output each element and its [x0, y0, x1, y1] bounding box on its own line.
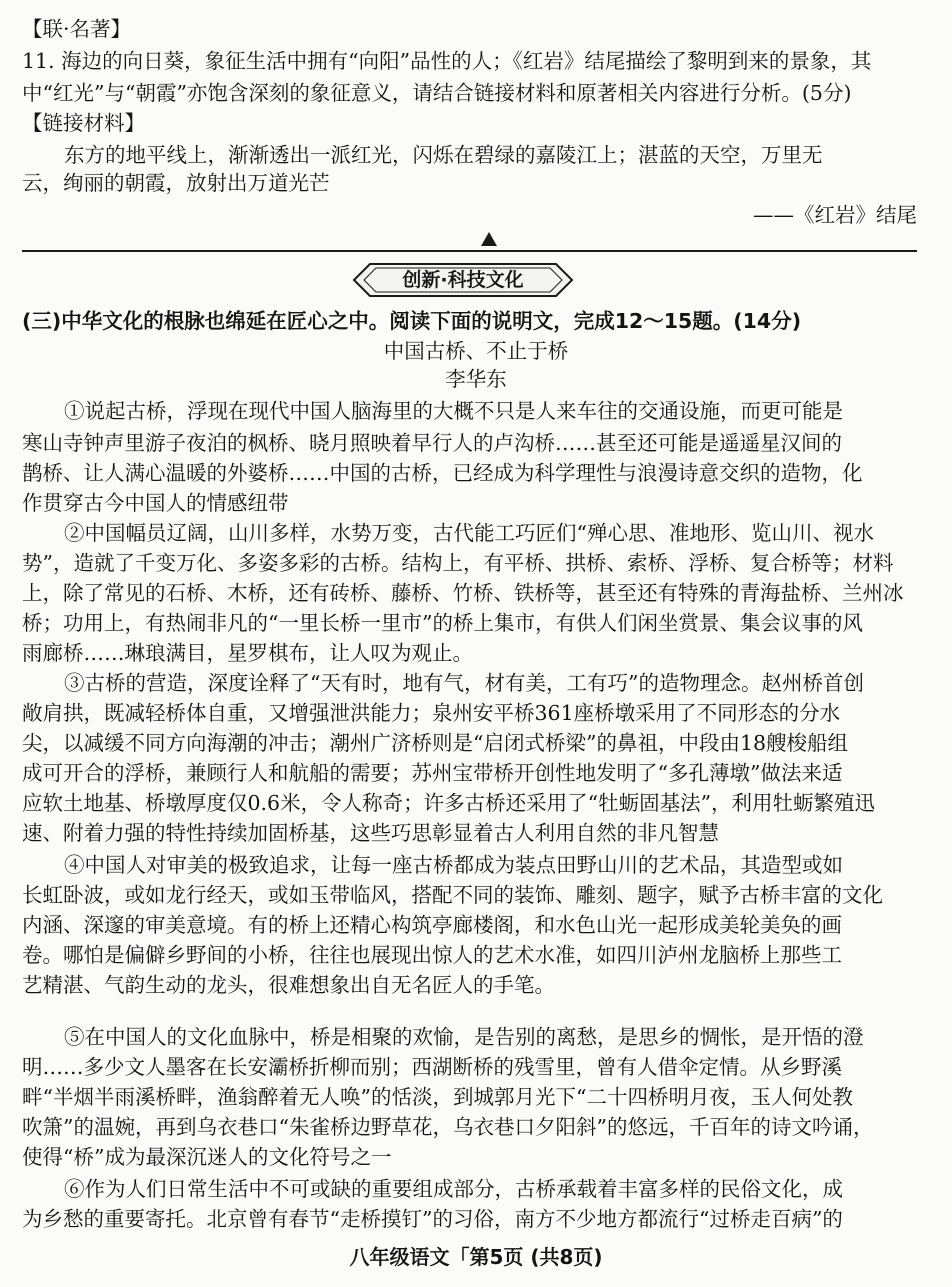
link-material-source: ——《红岩》结尾 — [753, 203, 917, 227]
part-3-intro: (三)中华文化的根脉也绵延在匠心之中。阅读下面的说明文，完成12～15题。(14分) — [22, 309, 802, 333]
paragraph-6-line: ⑥作为人们日常生活中不可或缺的重要组成部分，古桥承载着丰富多样的民俗文化，成 — [64, 1177, 843, 1201]
link-material-line-2: 云，绚丽的朝霞，放射出万道光芒 — [22, 171, 330, 195]
paragraph-3-line: 速、附着力强的特性持续加固桥基，这些巧思彰显着古人利用自然的非凡智慧 — [22, 821, 719, 845]
paragraph-3-line: 应软土地基、桥墩厚度仅0.6米，令人称奇；许多古桥还采用了“牡蛎固基法”，利用牡蛎繁殖迅 — [22, 791, 876, 815]
paragraph-4-line: ④中国人对审美的极致追求，让每一座古桥都成为装点田野山川的艺术品，其造型或如 — [64, 853, 843, 877]
paragraph-2-line: 桥；功用上，有热闹非凡的“一里长桥一里市”的桥上集市，有供人们闲坐赏景、集会议事的风 — [22, 611, 863, 635]
section-badge-label: 创新·科技文化 — [402, 269, 524, 291]
paragraph-2-line: 上，除了常见的石桥、木桥，还有砖桥、藤桥、竹桥、铁桥等，甚至还有特殊的青海盐桥、兰州冰 — [22, 581, 904, 605]
question-11-line-2: 中“红光”与“朝霞”亦饱含深刻的象征意义，请结合链接材料和原著相关内容进行分析。(5分) — [22, 81, 852, 105]
section-divider — [22, 250, 917, 252]
link-material-heading: 【链接材料】 — [22, 111, 145, 135]
paragraph-5-line: 明……多少文人墨客在长安灞桥折柳而别；西湖断桥的残雪里，曾有人借伞定情。从乡野溪 — [22, 1055, 842, 1079]
paragraph-5-line: 畔“半烟半雨溪桥畔，渔翁醉着无人唤”的恬淡，到城郭月光下“二十四桥明月夜，玉人何处教 — [22, 1085, 853, 1109]
paragraph-5-line: ⑤在中国人的文化血脉中，桥是相聚的欢愉，是告别的离愁，是思乡的惆怅，是开悟的澄 — [64, 1025, 864, 1049]
paragraph-4-line: 艺精湛、气韵生动的龙头，很难想象出自无名匠人的手笔。 — [22, 973, 555, 997]
paragraph-6-line: 为乡愁的重要寄托。北京曾有春节“走桥摸钉”的习俗，南方不少地方都流行“过桥走百病”的 — [22, 1207, 843, 1231]
article-author: 李华东 — [445, 367, 507, 391]
link-material-line-1: 东方的地平线上，渐渐透出一派红光，闪烁在碧绿的嘉陵江上；湛蓝的天空，万里无 — [64, 143, 823, 167]
page-footer: 八年级语文「第5页 (共8页) — [349, 1245, 603, 1269]
section-badge — [352, 262, 574, 298]
article-title: 中国古桥、不止于桥 — [383, 339, 569, 363]
paragraph-5-line: 吹箫”的温婉，再到乌衣巷口“朱雀桥边野草花，乌衣巷口夕阳斜”的悠远，千百年的诗文吟诵， — [22, 1115, 874, 1139]
paragraph-4-line: 卷。哪怕是偏僻乡野间的小桥，往往也展现出惊人的艺术水准，如四川泸州龙脑桥上那些工 — [22, 943, 842, 967]
paragraph-1-line: 鹊桥、让人满心温暖的外婆桥……中国的古桥，已经成为科学理性与浪漫诗意交织的造物，化 — [22, 461, 863, 485]
paragraph-3-line: ③古桥的营造，深度诠释了“天有时，地有气，材有美，工有巧”的造物理念。赵州桥首创 — [64, 671, 864, 695]
paragraph-1-line: 作贯穿古今中国人的情感纽带 — [22, 491, 289, 515]
paragraph-4-line: 内涵、深邃的审美意境。有的桥上还精心构筑亭廊楼阁，和水色山光一起形成美轮美奂的画 — [22, 913, 842, 937]
paragraph-1-line: 寒山寺钟声里游子夜泊的枫桥、晓月照映着早行人的卢沟桥……甚至还可能是遥遥星汉间的 — [22, 431, 842, 455]
triangle-marker-icon — [481, 232, 497, 246]
paragraph-3-line: 敞肩拱，既减轻桥体自重，又增强泄洪能力；泉州安平桥361座桥墩采用了不同形态的分水 — [22, 701, 841, 725]
paragraph-4-line: 长虹卧波，或如龙行经天，或如玉带临风，搭配不同的装饰、雕刻、题字，赋予古桥丰富的文化 — [22, 883, 883, 907]
paragraph-1-line: ①说起古桥，浮现在现代中国人脑海里的大概不只是人来车往的交通设施，而更可能是 — [64, 399, 843, 423]
paragraph-2-line: ②中国幅员辽阔，山川多样，水势万变，古代能工巧匠们“殚心思、准地形、览山川、视水 — [64, 521, 874, 545]
paragraph-2-line: 雨廊桥……琳琅满目，星罗棋布，让人叹为观止。 — [22, 641, 473, 665]
section-link-heading: 【联·名著】 — [22, 17, 132, 41]
paragraph-3-line: 尖，以减缓不同方向海潮的冲击；潮州广济桥则是“启闭式桥梁”的鼻祖，中段由18艘梭船组 — [22, 731, 849, 755]
question-11-line-1: 11. 海边的向日葵，象征生活中拥有“向阳”品性的人；《红岩》结尾描绘了黎明到来的景象，其 — [22, 49, 872, 73]
paragraph-5-line: 使得“桥”成为最深沉迷人的文化符号之一 — [22, 1145, 392, 1169]
paragraph-3-line: 成可开合的浮桥，兼顾行人和航船的需要；苏州宝带桥开创性地发明了“多孔薄墩”做法来适 — [22, 761, 843, 785]
paragraph-2-line: 势”，造就了千变万化、多姿多彩的古桥。结构上，有平桥、拱桥、索桥、浮桥、复合桥等；材料 — [22, 551, 894, 575]
